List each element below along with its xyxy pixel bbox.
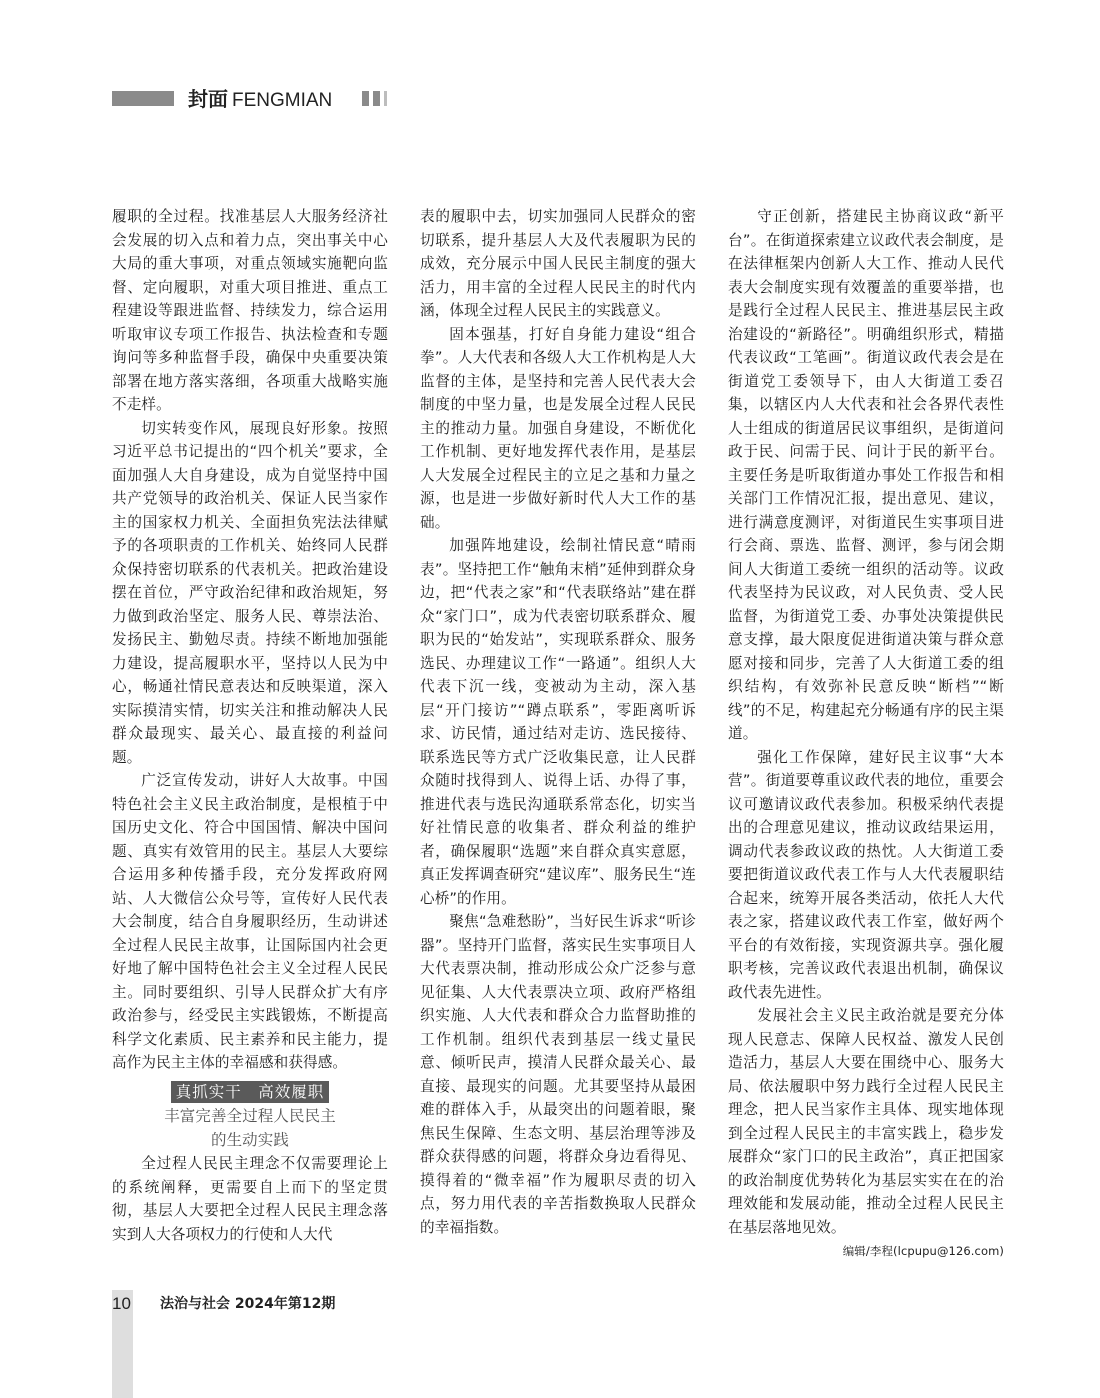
header-stripes-decoration	[362, 91, 388, 106]
paragraph: 守正创新，搭建民主协商议政“新平台”。在街道探索建立议政代表会制度，是在法律框架内创新人大工作、推动人民代表大会制度实现有效覆盖的重要举措，也是践行全过程人民民主、推进基层民主政治建设的“新路径”。明确组织形式，精描代表议政“工笔画”。街道议政代表会是在街道党工委领导下，由人大街道工委召集，以辖区内人大代表和社会各界代表性人士组成的街道居民议事组织，是街道问政于民、问需于民、问计于民的新平台。主要任务是听取街道办事处工作报告和相关部门工作情况汇报，提出意见、建议，进行满意度测评，对街道民生实事项目进行会商、票选、监督、测评，参与闭会期间人大街道工委统一组织的活动等。议政代表坚持为民议政，对人民负责、受人民监督，为街道党工委、办事处决策提供民意支撑，最大限度促进街道决策与群众意愿对接和同步，完善了人大街道工委的组织结构，有效弥补民意反映“断档”“断线”的不足，构建起充分畅通有序的民主渠道。	[728, 208, 1004, 742]
section-title	[188, 87, 332, 113]
section-title-cn: 封面	[188, 87, 228, 111]
section-heading-sub: 的生动实践	[210, 1131, 289, 1149]
section-heading-sub: 丰富完善全过程人民民主	[164, 1107, 336, 1125]
paragraph: 广泛宣传发动，讲好人大故事。中国特色社会主义民主政治制度，是根植于中国历史文化、符合中国国情、解决中国问题、真实有效管用的民主。基层人大要综合运用多种传播手段，充分发挥政府网站、人大微信公众号等，宣传好人民代表大会制度，结合自身履职经历，生动讲述全过程人民民主故事，让国际国内社会更好地了解中国特色社会主义全过程人民民主。同时要组织、引导人民群众扩大有序政治参与，经受民主实践锻炼，不断提高科学文化素质、民主素养和民主能力，提高作为民主主体的幸福感和获得感。	[112, 772, 388, 1071]
section-title-en: FENGMIAN	[232, 90, 333, 111]
paragraph: 加强阵地建设，绘制社情民意“晴雨表”。坚持把工作“触角末梢”延伸到群众身边，把“代表之家”和“代表联络站”建在群众“家门口”，成为代表密切联系群众、履职为民的“始发站”，实现联系群众、服务选民、办理建议工作“一路通”。组织人大代表下沉一线，变被动为主动，深入基层“开门接访”“蹲点联系”，零距离听诉求、访民情，通过结对走访、选民接待、联系选民等方式广泛收集民意，让人民群众随时找得到人、说得上话、办得了事，推进代表与选民沟通联系常态化，切实当好社情民意的收集者、群众利益的维护者，确保履职“选题”来自群众真实意愿，真正发挥调查研究“建议库”、服务民生“连心桥”的作用。	[420, 537, 696, 907]
section-heading-main: 真抓实干 高效履职	[171, 1081, 330, 1103]
text-column-2	[420, 205, 696, 1239]
paragraph: 聚焦“急难愁盼”，当好民生诉求“听诊器”。坚持开门监督，落实民生实事项目人大代表票决制，推动形成公众广泛参与意见征集、人大代表票决立项、政府严格组织实施、人大代表和群众合力监督助推的工作机制。组织代表到基层一线丈量民意、倾听民声，摸清人民群众最关心、最直接、最现实的问题。尤其要坚持从最困难的群体入手，从最突出的问题着眼，聚焦民生保障、生态文明、基层治理等涉及群众获得感的问题，将群众身边看得见、摸得着的“微幸福”作为履职尽责的切入点，努力用代表的辛苦指数换取人民群众的幸福指数。	[420, 913, 696, 1236]
header-bar-decoration	[112, 91, 174, 106]
text-column-1	[112, 205, 388, 1246]
paragraph: 强化工作保障，建好民主议事“大本营”。街道要尊重议政代表的地位，重要会议可邀请议政代表参加。积极采纳代表提出的合理意见建议，推动议政结果运用，调动代表参政议政的热忱。人大街道工委要把街道议政代表工作与人大代表履职结合起来，统筹开展各类活动，依托人大代表之家，搭建议政代表工作室，做好两个平台的有效衔接，实现资源共享。强化履职考核，完善议政代表退出机制，确保议政代表先进性。	[728, 748, 1004, 1001]
magazine-issue: 法治与社会 2024年第12期	[160, 1296, 336, 1312]
text-column-3	[728, 205, 1004, 1261]
editor-credit: 编辑/李程(lcpupu@126.com)	[842, 1244, 1004, 1258]
page-number: 10	[112, 1294, 131, 1313]
paragraph: 发展社会主义民主政治就是要充分体现人民意志、保障人民权益、激发人民创造活力，基层人大要在围绕中心、服务大局、依法履职中努力践行全过程人民民主理念，把人民当家作主具体、现实地体现到全过程人民民主的丰富实践上，稳步发展群众“家门口的民主政治”，真正把国家的政治制度优势转化为基层实实在在的治理效能和发展动能，推动全过程人民民主在基层落地见效。	[728, 1007, 1004, 1236]
paragraph: 切实转变作风，展现良好形象。按照习近平总书记提出的“四个机关”要求，全面加强人大自身建设，成为自觉坚持中国共产党领导的政治机关、保证人民当家作主的国家权力机关、全面担负宪法法律赋予的各项职责的工作机关、始终同人民群众保持密切联系的代表机关。把政治建设摆在首位，严守政治纪律和政治规矩，努力做到政治坚定、服务人民、尊崇法治、发扬民主、勤勉尽责。持续不断地加强能力建设，提高履职水平，坚持以人民为中心，畅通社情民意表达和反映渠道，深入实际摸清实情，切实关注和推动解决人民群众最现实、最关心、最直接的利益问题。	[112, 419, 388, 766]
paragraph: 全过程人民民主理念不仅需要理论上的系统阐释，更需要自上而下的坚定贯彻，基层人大要把全过程人民民主理念落实到人大各项权力的行使和人大代	[112, 1155, 388, 1243]
paragraph: 履职的全过程。找准基层人大服务经济社会发展的切入点和着力点，突出事关中心大局的重大事项，对重点领域实施靶向监督、定向履职，对重大项目推进、重点工程建设等跟进监督、持续发力，综合运用听取审议专项工作报告、执法检查和专题询问等多种监督手段，确保中央重要决策部署在地方落实落细，各项重大战略实施不走样。	[112, 208, 388, 413]
paragraph: 表的履职中去，切实加强同人民群众的密切联系，提升基层人大及代表履职为民的成效，充分展示中国人民民主制度的强大活力，用丰富的全过程人民民主的时代内涵，体现全过程人民民主的实践意义。	[420, 208, 696, 319]
section-heading	[112, 1081, 388, 1105]
paragraph: 固本强基，打好自身能力建设“组合拳”。人大代表和各级人大工作机构是人大监督的主体，是坚持和完善人民代表大会制度的中坚力量，也是发展全过程人民民主的推动力量。加强自身建设，不断优化工作机制、更好地发挥代表作用，是基层人大发展全过程民主的立足之基和力量之源，也是进一步做好新时代人大工作的基础。	[420, 325, 696, 531]
